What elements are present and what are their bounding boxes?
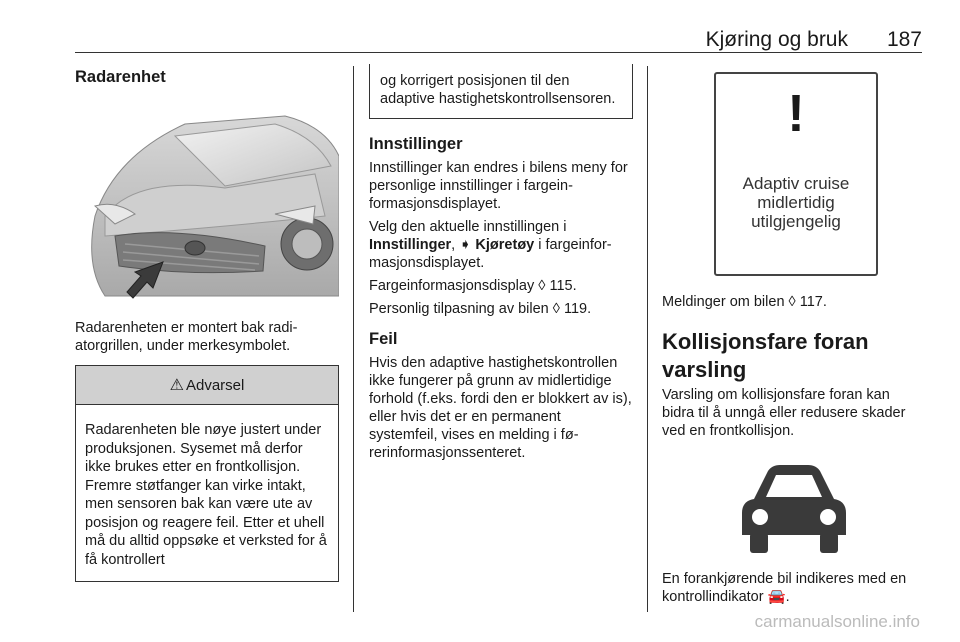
vehicle-messages-reference: Meldinger om bilen ◊ 117. — [662, 294, 827, 310]
collision-paragraph: Varsling om kollisjonsfare foran kan bidra til å unngå eller redusere skader ved en frontkollisjon. — [662, 387, 906, 439]
settings-heading: Innstillinger — [369, 135, 463, 153]
display-message: Adaptiv cruise midlertidig utilgjengelig — [742, 174, 850, 231]
personalization-reference: Personlig tilpasning av bilen ◊ 119. — [369, 301, 592, 317]
vehicle-ahead-indicator-icon: 🚘 — [767, 589, 786, 605]
vehicle-menu-label: Kjøretøy — [475, 237, 535, 253]
error-heading: Feil — [369, 330, 398, 348]
page-number: 187 — [886, 28, 922, 51]
exclamation-icon: ! — [787, 85, 805, 143]
radar-caption: Radarenheten er montert bak radiatorgrillen, under merkesymbolet. — [75, 320, 298, 354]
column-3 — [662, 293, 926, 606]
arrow-icon: ➧ — [459, 237, 472, 253]
settings-menu-label: Innstillinger — [369, 237, 452, 253]
warning-continued-text: og korrigert posisjonen til den adaptive hastighetskontrollsensoren. — [380, 73, 616, 107]
header-rule — [75, 52, 922, 53]
settings-paragraph: Innstillinger kan endres i bilens meny for personlige innstillinger i fargeinformasjonsdisplayet. — [369, 160, 628, 212]
vehicle-ahead-illustration — [662, 454, 926, 564]
collision-heading: Kollisjonsfare foran varsling — [662, 329, 869, 382]
warning-icon: ⚠ — [169, 377, 184, 394]
indicator-paragraph: En forankjørende bil indikeres med en kontrollindikator 🚘. — [662, 571, 907, 605]
warning-title: Advarsel — [185, 376, 245, 394]
column-2 — [369, 64, 633, 462]
error-paragraph: Hvis den adaptive hastighetskontrollen ikke fungerer på grunn av midlertidige forhold (f.eks. fordi den er blokkert av is), eller hvis det er en permanent systemfeil, vises en melding i førerinformasjonssenteret. — [369, 355, 632, 461]
cruise-unavailable-display — [714, 72, 878, 276]
page-ref-icon: ◊ — [538, 278, 546, 294]
warning-box — [75, 365, 339, 582]
page-ref-icon: ◊ — [788, 294, 796, 310]
column-1 — [75, 64, 339, 582]
warning-header — [76, 365, 338, 405]
car-front-icon — [724, 459, 864, 559]
column-divider — [647, 66, 648, 612]
warning-continued-box — [369, 64, 633, 119]
color-display-reference: Fargeinformasjonsdisplay ◊ 115. — [369, 278, 577, 294]
section-heading: Radarenhet — [75, 68, 166, 86]
column-divider — [353, 66, 354, 612]
car-radar-illustration — [75, 96, 339, 308]
watermark: carmanualsonline.info — [754, 612, 920, 631]
settings-select-paragraph: Velg den aktuelle innstillingen i Innstillinger, ➧ Kjøretøy i fargeinformasjonsdisplayet. — [369, 219, 612, 271]
page-ref-icon: ◊ — [552, 301, 560, 317]
header-title: Kjøring og bruk — [705, 28, 848, 51]
warning-text: Radarenheten ble nøye justert under produksjonen. Sysemet må derfor ikke brukes etter en frontkollisjon. Fremre støtfanger kan virke intakt, men sensoren bak kan være ute av posisjon og reagere feil. Etter et uhell må du alltid oppsøke et verksted for å få kontrollert — [85, 422, 327, 568]
